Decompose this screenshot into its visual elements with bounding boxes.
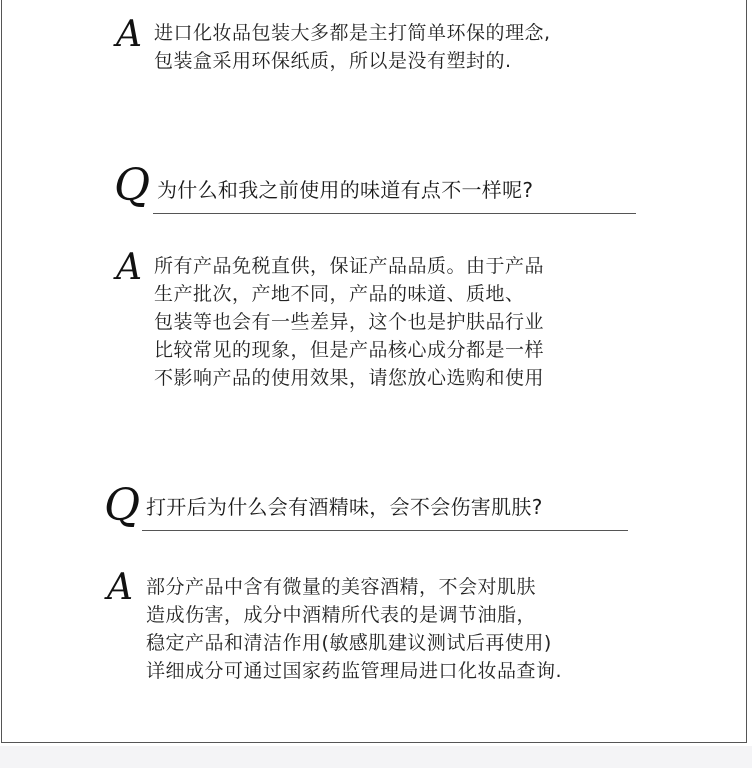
answer-line: 生产批次，产地不同，产品的味道、质地、 [154, 283, 525, 305]
question-underline [153, 213, 636, 214]
answer-line: 造成伤害，成分中酒精所代表的是调节油脂， [146, 604, 537, 626]
question-text: 为什么和我之前使用的味道有点不一样呢? [157, 178, 534, 202]
answer-line: 包装等也会有一些差异，这个也是护肤品行业 [154, 311, 545, 333]
answer-letter: A [116, 14, 142, 55]
answer-text [146, 573, 562, 685]
answer-letter: A [107, 567, 133, 608]
answer-letter: A [116, 247, 142, 288]
answer-line: 所有产品免税直供，保证产品品质。由于产品 [154, 255, 545, 277]
answer-line: 不影响产品的使用效果，请您放心选购和使用 [154, 367, 545, 389]
answer-line: 进口化妆品包装大多都是主打简单环保的理念, [154, 22, 551, 44]
answer-line: 部分产品中含有微量的美容酒精，不会对肌肤 [146, 576, 537, 598]
question-underline [142, 530, 628, 531]
answer-text [154, 252, 544, 392]
question-text: 打开后为什么会有酒精味，会不会伤害肌肤? [146, 495, 543, 519]
question-letter: Q [114, 160, 151, 211]
answer-text [154, 19, 551, 75]
answer-line: 包装盒采用环保纸质，所以是没有塑封的. [154, 50, 512, 72]
footer-band [0, 746, 752, 768]
answer-line: 详细成分可通过国家药监管理局进口化妆品查询. [146, 660, 563, 682]
answer-line: 比较常见的现象，但是产品核心成分都是一样 [154, 339, 545, 361]
question-letter: Q [104, 480, 141, 531]
answer-line: 稳定产品和清洁作用(敏感肌建议测试后再使用) [146, 632, 552, 654]
